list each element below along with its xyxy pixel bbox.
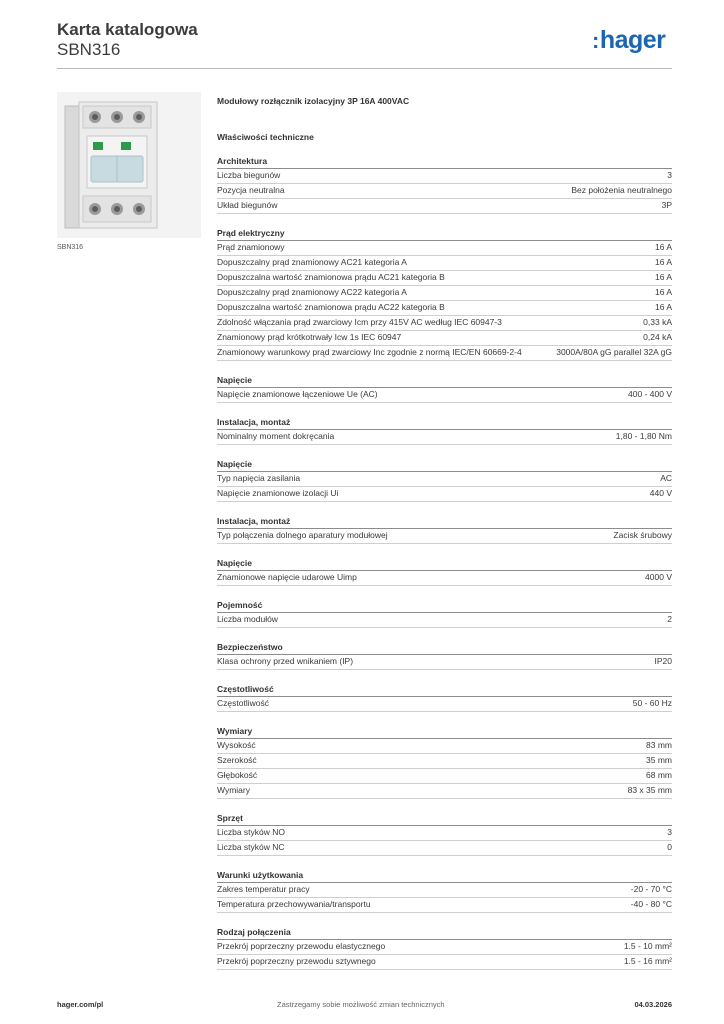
spec-row [217,169,672,184]
spec-label: Klasa ochrony przed wnikaniem (IP) [217,656,354,666]
section-title: Warunki użytkowania [217,870,672,883]
spec-row [217,739,672,754]
section-title: Architektura [217,156,672,169]
logo-text: hager [599,26,666,54]
spec-value: 4000 V [645,572,672,582]
spec-section [217,156,672,214]
spec-label: Liczba biegunów [217,170,281,180]
spec-section [217,726,672,799]
spec-row [217,613,672,628]
spec-label: Typ napięcia zasilania [217,473,301,483]
spec-label: Znamionowy prąd krótkotrwały Icw 1s IEC 60947 [217,332,402,342]
spec-section [217,927,672,970]
product-image [57,92,201,238]
spec-value: AC [660,473,672,483]
spec-value: 50 - 60 Hz [632,698,672,708]
section-title: Napięcie [217,375,672,388]
spec-row [217,472,672,487]
section-title: Pojemność [217,600,672,613]
section-title: Prąd elektryczny [217,228,672,241]
spec-row [217,301,672,316]
spec-value: 0,24 kA [643,332,672,342]
spec-label: Dopuszczalny prąd znamionowy AC21 kategoria A [217,257,407,267]
spec-value: 0,33 kA [643,317,672,327]
section-title: Instalacja, montaż [217,417,672,430]
spec-label: Wysokość [217,740,256,750]
footer-note: Zastrzegamy sobie możliwość zmian technicznych [277,1000,445,1009]
spec-label: Liczba modułów [217,614,278,624]
spec-row [217,316,672,331]
spec-label: Dopuszczalna wartość znamionowa prądu AC21 kategoria B [217,272,445,282]
section-title: Napięcie [217,558,672,571]
spec-value: Zacisk śrubowy [613,530,672,540]
spec-section [217,813,672,856]
spec-label: Dopuszczalny prąd znamionowy AC22 kategoria A [217,287,407,297]
spec-row [217,487,672,502]
spec-label: Zakres temperatur pracy [217,884,310,894]
spec-section [217,375,672,403]
spec-row [217,571,672,586]
spec-sections [217,156,672,970]
spec-value: 1,80 - 1,80 Nm [615,431,672,441]
spec-row [217,388,672,403]
footer-date: 04.03.2026 [634,1000,672,1009]
spec-row [217,655,672,670]
spec-row [217,241,672,256]
spec-label: Liczba styków NC [217,842,285,852]
spec-section [217,417,672,445]
product-name: Modułowy rozłącznik izolacyjny 3P 16A 400VAC [217,96,410,106]
spec-row [217,883,672,898]
section-title: Rodzaj połączenia [217,927,672,940]
spec-section [217,558,672,586]
spec-value: 3 [667,170,672,180]
spec-row [217,346,672,361]
spec-label: Szerokość [217,755,257,765]
spec-section [217,642,672,670]
footer-website: hager.com/pl [57,1000,104,1009]
spec-value: 3 [667,827,672,837]
spec-label: Prąd znamionowy [217,242,285,252]
header [57,20,198,60]
hager-logo: :hager [592,26,666,54]
spec-value: -20 - 70 °C [630,884,672,894]
spec-row [217,898,672,913]
spec-value: 1.5 - 16 mm² [623,956,672,966]
spec-value: 83 x 35 mm [627,785,672,795]
section-title: Wymiary [217,726,672,739]
spec-row [217,430,672,445]
spec-row [217,784,672,799]
spec-label: Wymiary [217,785,250,795]
spec-row [217,286,672,301]
spec-row [217,529,672,544]
spec-row [217,331,672,346]
spec-value: Bez położenia neutralnego [571,185,672,195]
spec-value: IP20 [654,656,672,666]
spec-value: 3000A/80A gG parallel 32A gG [556,347,672,357]
spec-row [217,199,672,214]
spec-label: Częstotliwość [217,698,269,708]
spec-value: 16 A [654,302,672,312]
spec-label: Przekrój poprzeczny przewodu sztywnego [217,956,376,966]
spec-value: 16 A [654,242,672,252]
section-title: Napięcie [217,459,672,472]
spec-label: Nominalny moment dokręcania [217,431,335,441]
spec-value: 35 mm [646,755,672,765]
spec-value: 3P [661,200,672,210]
spec-value: 68 mm [646,770,672,780]
spec-row [217,271,672,286]
spec-section [217,459,672,502]
spec-section [217,228,672,361]
spec-label: Zdolność włączania prąd zwarciowy Icm przy 415V AC według IEC 60947-3 [217,317,502,327]
spec-label: Pozycja neutralna [217,185,285,195]
spec-row [217,184,672,199]
spec-label: Znamionowe napięcie udarowe Uimp [217,572,357,582]
spec-label: Napięcie znamionowe izolacji Ui [217,488,339,498]
section-title: Bezpieczeństwo [217,642,672,655]
spec-row [217,754,672,769]
spec-value: 2 [667,614,672,624]
spec-value: 1.5 - 10 mm² [623,941,672,951]
spec-value: 440 V [649,488,672,498]
spec-value: 400 - 400 V [628,389,672,399]
spec-value: 16 A [654,272,672,282]
spec-row [217,841,672,856]
spec-value: -40 - 80 °C [630,899,672,909]
spec-label: Przekrój poprzeczny przewodu elastycznego [217,941,386,951]
properties-heading: Właściwości techniczne [217,132,314,142]
product-code: SBN316 [57,40,121,59]
spec-row [217,769,672,784]
section-title: Częstotliwość [217,684,672,697]
spec-label: Napięcie znamionowe łączeniowe Ue (AC) [217,389,378,399]
spec-value: 16 A [654,287,672,297]
spec-label: Liczba styków NO [217,827,286,837]
spec-value: 16 A [654,257,672,267]
document-title: Karta katalogowa [57,20,198,39]
spec-label: Typ połączenia dolnego aparatury modułowej [217,530,388,540]
switch-disconnector-illustration [57,92,201,238]
spec-section [217,684,672,712]
section-title: Instalacja, montaż [217,516,672,529]
spec-sheet [217,96,672,984]
header-divider [57,68,672,69]
product-image-caption: SBN316 [57,244,84,251]
spec-label: Dopuszczalna wartość znamionowa prądu AC22 kategoria B [217,302,445,312]
spec-label: Układ biegunów [217,200,278,210]
section-title: Sprzęt [217,813,672,826]
spec-row [217,697,672,712]
spec-row [217,256,672,271]
spec-section [217,870,672,913]
spec-label: Głębokość [217,770,258,780]
spec-row [217,940,672,955]
spec-section [217,516,672,544]
spec-value: 83 mm [646,740,672,750]
spec-label: Temperatura przechowywania/transportu [217,899,371,909]
spec-value: 0 [667,842,672,852]
spec-row [217,826,672,841]
spec-section [217,600,672,628]
spec-label: Znamionowy warunkowy prąd zwarciowy Inc zgodnie z normą IEC/EN 60669-2-4 [217,347,522,357]
spec-row [217,955,672,970]
